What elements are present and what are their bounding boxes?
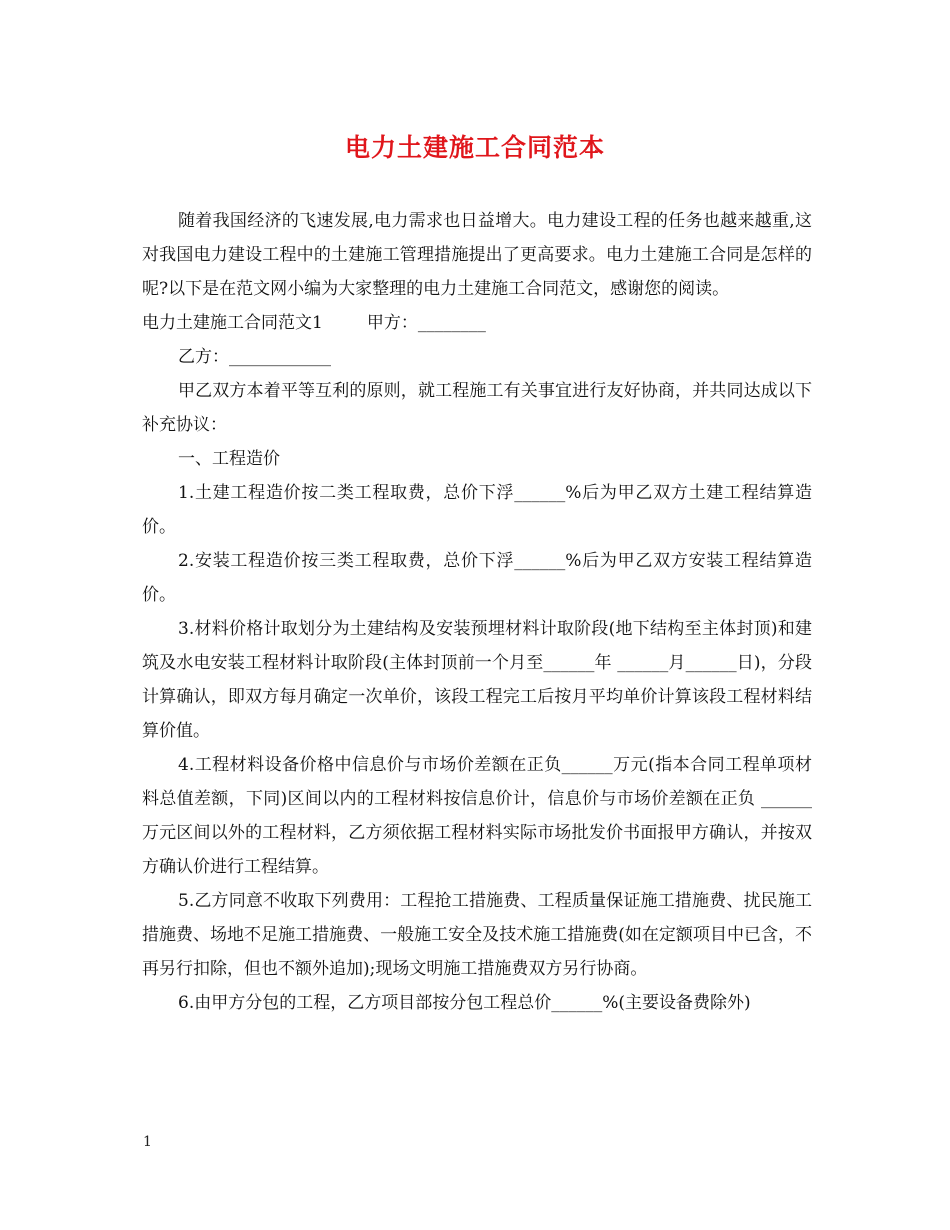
document-title: 电力土建施工合同范本	[344, 133, 605, 162]
contract-heading-line	[142, 306, 812, 340]
clause-preamble: 甲乙双方本着平等互利的原则，就工程施工有关事宜进行友好协商，并共同达成以下补充协议：	[142, 381, 812, 435]
clause-3: 3.材料价格计取划分为土建结构及安装预埋材料计取阶段(地下结构至主体封顶)和建筑及水电安装工程材料计取阶段(主体封顶前一个月至______年 ______月______日)，分段计算确认，即双方每月确定一次单价，该段工程完工后按月平均单价计算该段工程材料结算价值。	[142, 619, 812, 741]
document-body	[142, 204, 812, 1020]
clause-1: 1.土建工程造价按二类工程取费，总价下浮______%后为甲乙双方土建工程结算造价。	[142, 483, 812, 537]
contract-heading: 电力土建施工合同范文1	[142, 313, 323, 333]
clause-6: 6.由甲方分包的工程，乙方项目部按分包工程总价______%(主要设备费除外)	[178, 993, 751, 1013]
party-a-line: 甲方：________	[366, 313, 486, 333]
page-number: 1	[143, 1134, 152, 1150]
clause-2: 2.安装工程造价按三类工程取费，总价下浮______%后为甲乙双方安装工程结算造价。	[142, 551, 812, 605]
intro-paragraph: 随着我国经济的飞速发展,电力需求也日益增大。电力建设工程的任务也越来越重,这对我国电力建设工程中的土建施工管理措施提出了更高要求。电力土建施工合同是怎样的呢?以下是在范文网小编为大家整理的电力土建施工合同范文，感谢您的阅读。	[142, 211, 812, 299]
clause-5: 5.乙方同意不收取下列费用：工程抢工措施费、工程质量保证施工措施费、扰民施工措施费、场地不足施工措施费、一般施工安全及技术施工措施费(如在定额项目中已含，不再另行扣除，但也不额外追加);现场文明施工措施费双方另行协商。	[142, 891, 812, 979]
party-b-line: 乙方：____________	[178, 347, 331, 367]
section-heading: 一、工程造价	[178, 449, 280, 469]
clause-4: 4.工程材料设备价格中信息价与市场价差额在正负______万元(指本合同工程单项材料总值差额，下同)区间以内的工程材料按信息价计，信息价与市场价差额在正负 ______万元区间以外的工程材料，乙方须依据工程材料实际市场批发价书面报甲方确认，并按双方确认价进行工程结算。	[142, 755, 812, 877]
